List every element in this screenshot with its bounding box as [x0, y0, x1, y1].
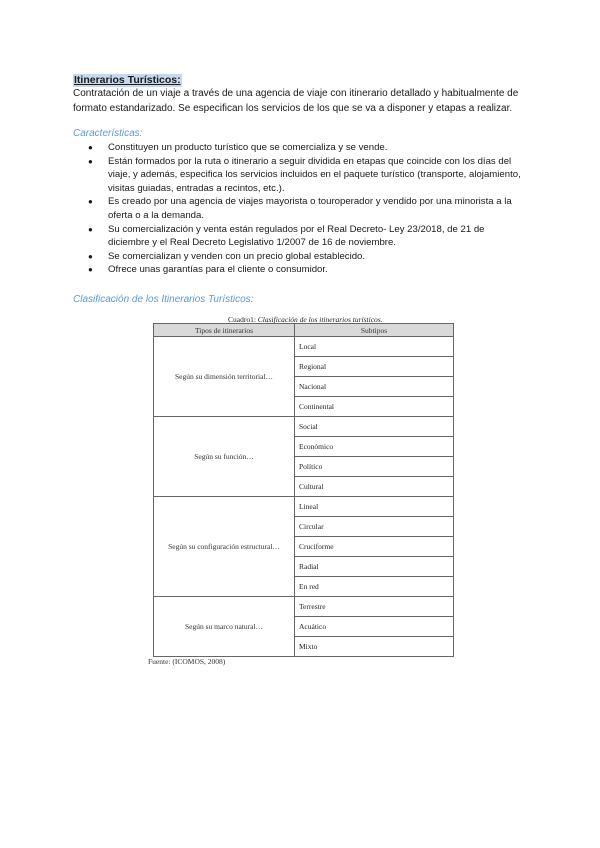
subtype-cell: Lineal [295, 497, 454, 517]
subtype-cell: Circular [295, 517, 454, 537]
characteristics-heading: Características: [73, 128, 143, 139]
page-title: Itinerarios Turísticos: [74, 74, 181, 86]
caption-text: Clasificación de los itinerarios turísticos. [257, 315, 383, 324]
subtype-cell: Radial [295, 557, 454, 577]
subtype-cell: Regional [295, 357, 454, 377]
table-header-row [154, 324, 454, 337]
list-item: ● Su comercialización y venta están regulados por el Real Decreto- Ley 23/2018, de 21 de diciembre y el Real Decreto Legislativo 1/2007 de 16 de noviembre. [88, 223, 528, 250]
table-source: Fuente: (ICOMOS, 2008) [148, 657, 226, 666]
list-item: ● Constituyen un producto turístico que se comercializa y se vende. [88, 141, 528, 155]
caption-label: Cuadro1: [228, 315, 256, 324]
list-item: ● Ofrece unas garantías para el cliente o consumidor. [88, 263, 528, 277]
list-item: ● Es creado por una agencia de viajes mayorista o touroperador y vendido por una minorista a la oferta o a la demanda. [88, 195, 528, 222]
subtype-cell: Mixto [295, 637, 454, 657]
subtype-cell: Local [295, 337, 454, 357]
group-cell: Según su función… [154, 417, 295, 497]
group-cell: Según su configuración estructural… [154, 497, 295, 597]
subtype-cell: Cultural [295, 477, 454, 497]
column-header-types: Tipos de itinerarios [154, 324, 295, 337]
table-row [154, 337, 454, 357]
list-item: ● Están formados por la ruta o itinerario a seguir dividida en etapas que coincide con los días del viaje, y además, especifica los servicios incluidos en el paquete turístico (transporte, alojamiento, visitas guiadas, entradas a recintos, etc.). [88, 155, 528, 196]
itinerary-classification-table [153, 323, 454, 657]
subtype-cell: Social [295, 417, 454, 437]
subtype-cell: Acuático [295, 617, 454, 637]
subtype-cell: En red [295, 577, 454, 597]
group-cell: Según su dimensión territorial… [154, 337, 295, 417]
table-row [154, 597, 454, 617]
column-header-subtypes: Subtipos [295, 324, 454, 337]
characteristics-list [88, 141, 528, 277]
table-row [154, 497, 454, 517]
group-cell: Según su marco natural… [154, 597, 295, 657]
table-row [154, 417, 454, 437]
list-item: ● Se comercializan y venden con un precio global establecido. [88, 250, 528, 264]
subtype-cell: Económico [295, 437, 454, 457]
intro-paragraph: Contratación de un viaje a través de una agencia de viaje con itinerario detallado y habitualmente de formato estandarizado. Se especifican los servicios de los que se va a disponer y etapas a realizar. [73, 88, 519, 114]
subtype-cell: Terrestre [295, 597, 454, 617]
subtype-cell: Político [295, 457, 454, 477]
classification-heading: Clasificación de los Itinerarios Turísticos: [73, 294, 254, 305]
subtype-cell: Nacional [295, 377, 454, 397]
subtype-cell: Continental [295, 397, 454, 417]
subtype-cell: Cruciforme [295, 537, 454, 557]
